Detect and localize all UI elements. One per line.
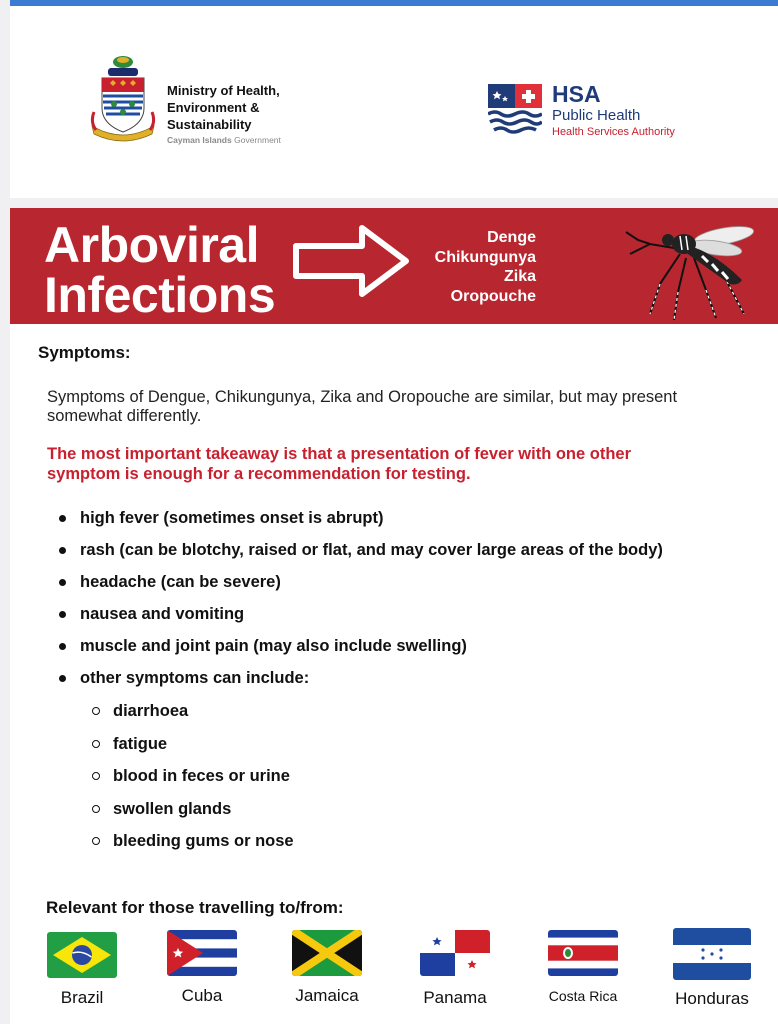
other-symptom-text: bleeding gums or nose (113, 832, 294, 850)
takeaway-text: The most important takeaway is that a presentation of fever with one other symptom is enough for a recommendation for testing. (47, 445, 632, 483)
disease-list (408, 228, 536, 306)
title-banner (10, 208, 778, 324)
bullet-dot (59, 547, 66, 554)
other-symptom-text: diarrhoea (113, 702, 189, 720)
other-symptom-text: blood in feces or urine (113, 767, 290, 785)
country-costa-rica: Costa Rica (548, 988, 618, 1004)
right-arrow-icon (290, 222, 412, 300)
symptom-item (56, 539, 716, 561)
disease-chikungunya: Chikungunya (434, 248, 536, 266)
country-brazil: Brazil (60, 988, 104, 1007)
costa-rica-flag-icon (548, 930, 618, 976)
honduras-flag-icon (673, 928, 751, 980)
bullet-dot (59, 579, 66, 586)
symptom-text: headache (can be severe) (80, 573, 281, 591)
disease-zika: Zika (503, 268, 536, 285)
symptom-text: high fever (sometimes onset is abrupt) (80, 509, 384, 527)
disease-oropouche: Oropouche (450, 287, 536, 305)
cuba-flag-icon (167, 930, 237, 976)
symptom-item (56, 635, 716, 657)
ministry-name-line3: Sustainability (167, 117, 252, 132)
country-jamaica: Jamaica (295, 986, 359, 1005)
panama-flag-icon (420, 930, 490, 976)
symptom-text: other symptoms can include: (80, 669, 310, 687)
bullet-ring (92, 740, 100, 748)
government-label (167, 134, 281, 147)
other-symptom-item (89, 830, 716, 852)
other-symptom-text: swollen glands (113, 799, 232, 818)
other-symptom-item (89, 765, 716, 787)
other-symptom-list (89, 700, 716, 852)
other-symptom-item (89, 733, 716, 755)
banner-title (44, 217, 276, 323)
government-bold: Cayman Islands (167, 135, 232, 145)
hsa-acronym: HSA (552, 81, 601, 107)
symptom-item (56, 603, 716, 625)
country-honduras: Honduras (675, 989, 749, 1008)
brazil-flag-icon (47, 932, 117, 978)
symptom-item (56, 571, 716, 593)
bullet-ring (92, 837, 100, 845)
bullet-dot (59, 675, 66, 682)
hsa-full-name: Health Services Authority (552, 126, 675, 138)
disease-denge: Denge (487, 229, 536, 246)
bullet-dot (59, 611, 66, 618)
cayman-coat-of-arms-icon (86, 52, 160, 144)
bullet-dot (59, 515, 66, 522)
symptom-text: muscle and joint pain (may also include swelling) (80, 637, 467, 655)
other-symptom-item (89, 700, 716, 722)
country-panama: Panama (423, 988, 487, 1007)
hsa-brand (552, 82, 675, 139)
ministry-name-line1: Ministry of Health, (167, 83, 280, 98)
bullet-dot (59, 643, 66, 650)
hsa-logo-icon (488, 84, 542, 136)
travel-heading: Relevant for those travelling to/from: (46, 898, 344, 917)
jamaica-flag-icon (292, 930, 362, 976)
mosquito-icon (620, 214, 760, 322)
symptom-item (56, 667, 716, 852)
symptoms-intro: Symptoms of Dengue, Chikungunya, Zika and Oropouche are similar, but may present somewhat differently. (47, 388, 678, 425)
hsa-public-health: Public Health (552, 107, 641, 124)
ministry-name (167, 82, 281, 147)
ministry-name-line2: Environment & (167, 100, 260, 115)
other-symptom-text: fatigue (113, 734, 168, 753)
symptom-list (56, 507, 716, 863)
bullet-ring (92, 772, 100, 780)
country-cuba: Cuba (181, 986, 223, 1005)
symptoms-heading: Symptoms: (38, 343, 131, 362)
bullet-ring (92, 707, 100, 715)
symptom-text: nausea and vomiting (80, 605, 245, 623)
bullet-ring (92, 805, 100, 813)
government-light: Government (234, 135, 281, 145)
banner-title-line1: Arboviral (44, 217, 260, 273)
symptom-item (56, 507, 716, 529)
banner-title-line2: Infections (44, 267, 276, 323)
other-symptom-item (89, 798, 716, 820)
symptom-text: rash (can be blotchy, raised or flat, and may cover large areas of the body) (80, 541, 663, 559)
